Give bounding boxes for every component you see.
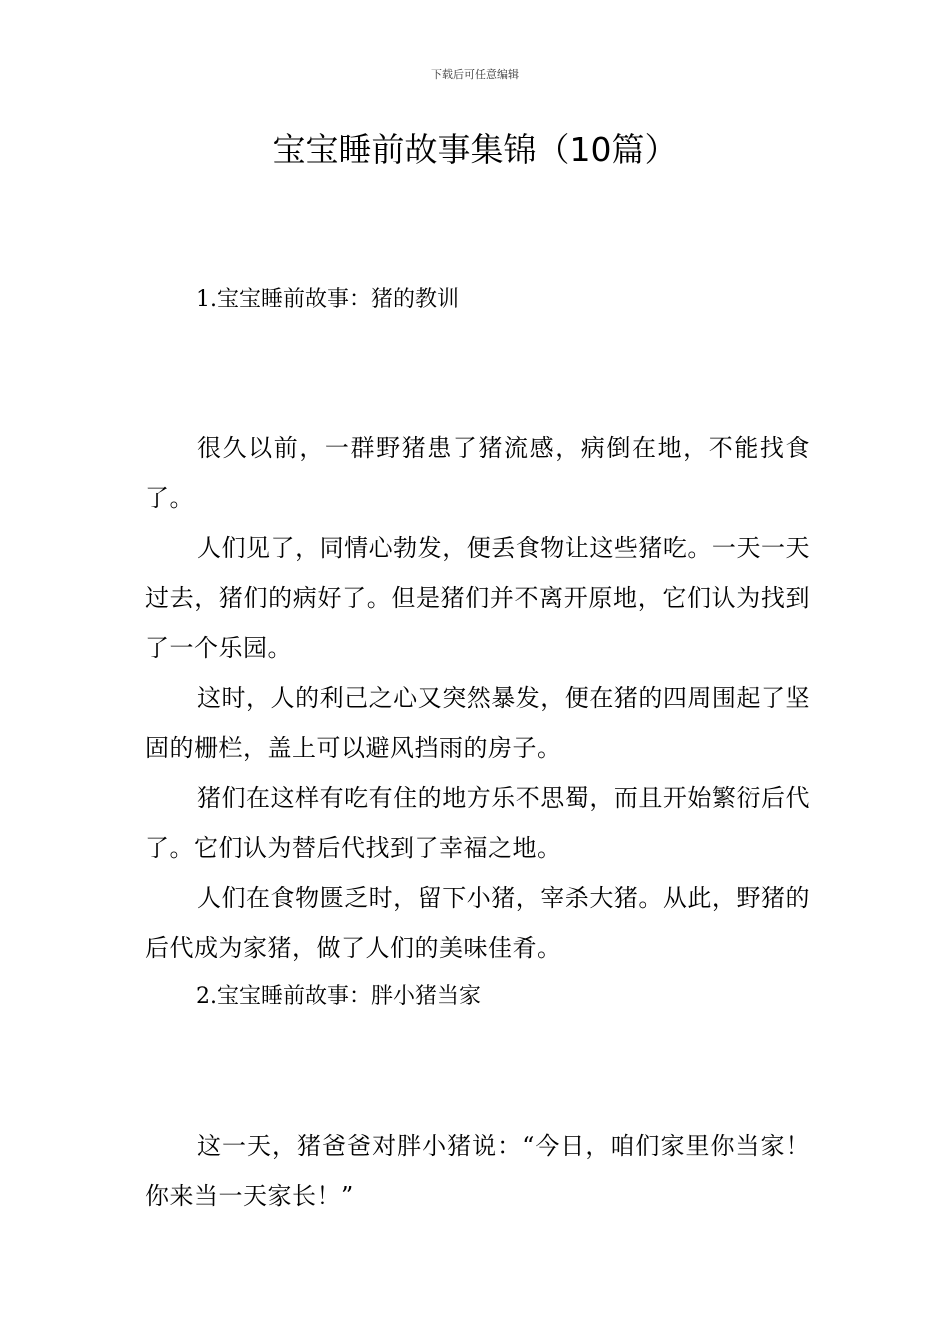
paragraph: 人们在食物匮乏时，留下小猪，宰杀大猪。从此，野猪的后代成为家猪，做了人们的美味佳肴。 bbox=[145, 884, 810, 962]
section-2-body bbox=[145, 1121, 810, 1221]
section-heading-2: 2.宝宝睡前故事：胖小猪当家 bbox=[196, 984, 481, 1009]
section-heading-1: 1.宝宝睡前故事：猪的教训 bbox=[196, 287, 459, 312]
paragraph: 猪们在这样有吃有住的地方乐不思蜀，而且开始繁衍后代了。它们认为替后代找到了幸福之地。 bbox=[145, 784, 810, 862]
paragraph: 这一天，猪爸爸对胖小猪说：“今日，咱们家里你当家！你来当一天家长！” bbox=[145, 1132, 810, 1210]
paragraph: 这时，人的利己之心又突然暴发，便在猪的四周围起了坚固的栅栏，盖上可以避风挡雨的房子。 bbox=[145, 684, 810, 762]
section-1-body bbox=[145, 423, 810, 973]
paragraph: 人们见了，同情心勃发，便丢食物让这些猪吃。一天一天过去，猪们的病好了。但是猪们并不离开原地，它们认为找到了一个乐园。 bbox=[145, 534, 810, 662]
header-note: 下载后可任意编辑 bbox=[431, 68, 519, 81]
document-title: 宝宝睡前故事集锦（10篇） bbox=[272, 130, 678, 169]
paragraph: 很久以前，一群野猪患了猪流感，病倒在地，不能找食了。 bbox=[145, 434, 810, 512]
